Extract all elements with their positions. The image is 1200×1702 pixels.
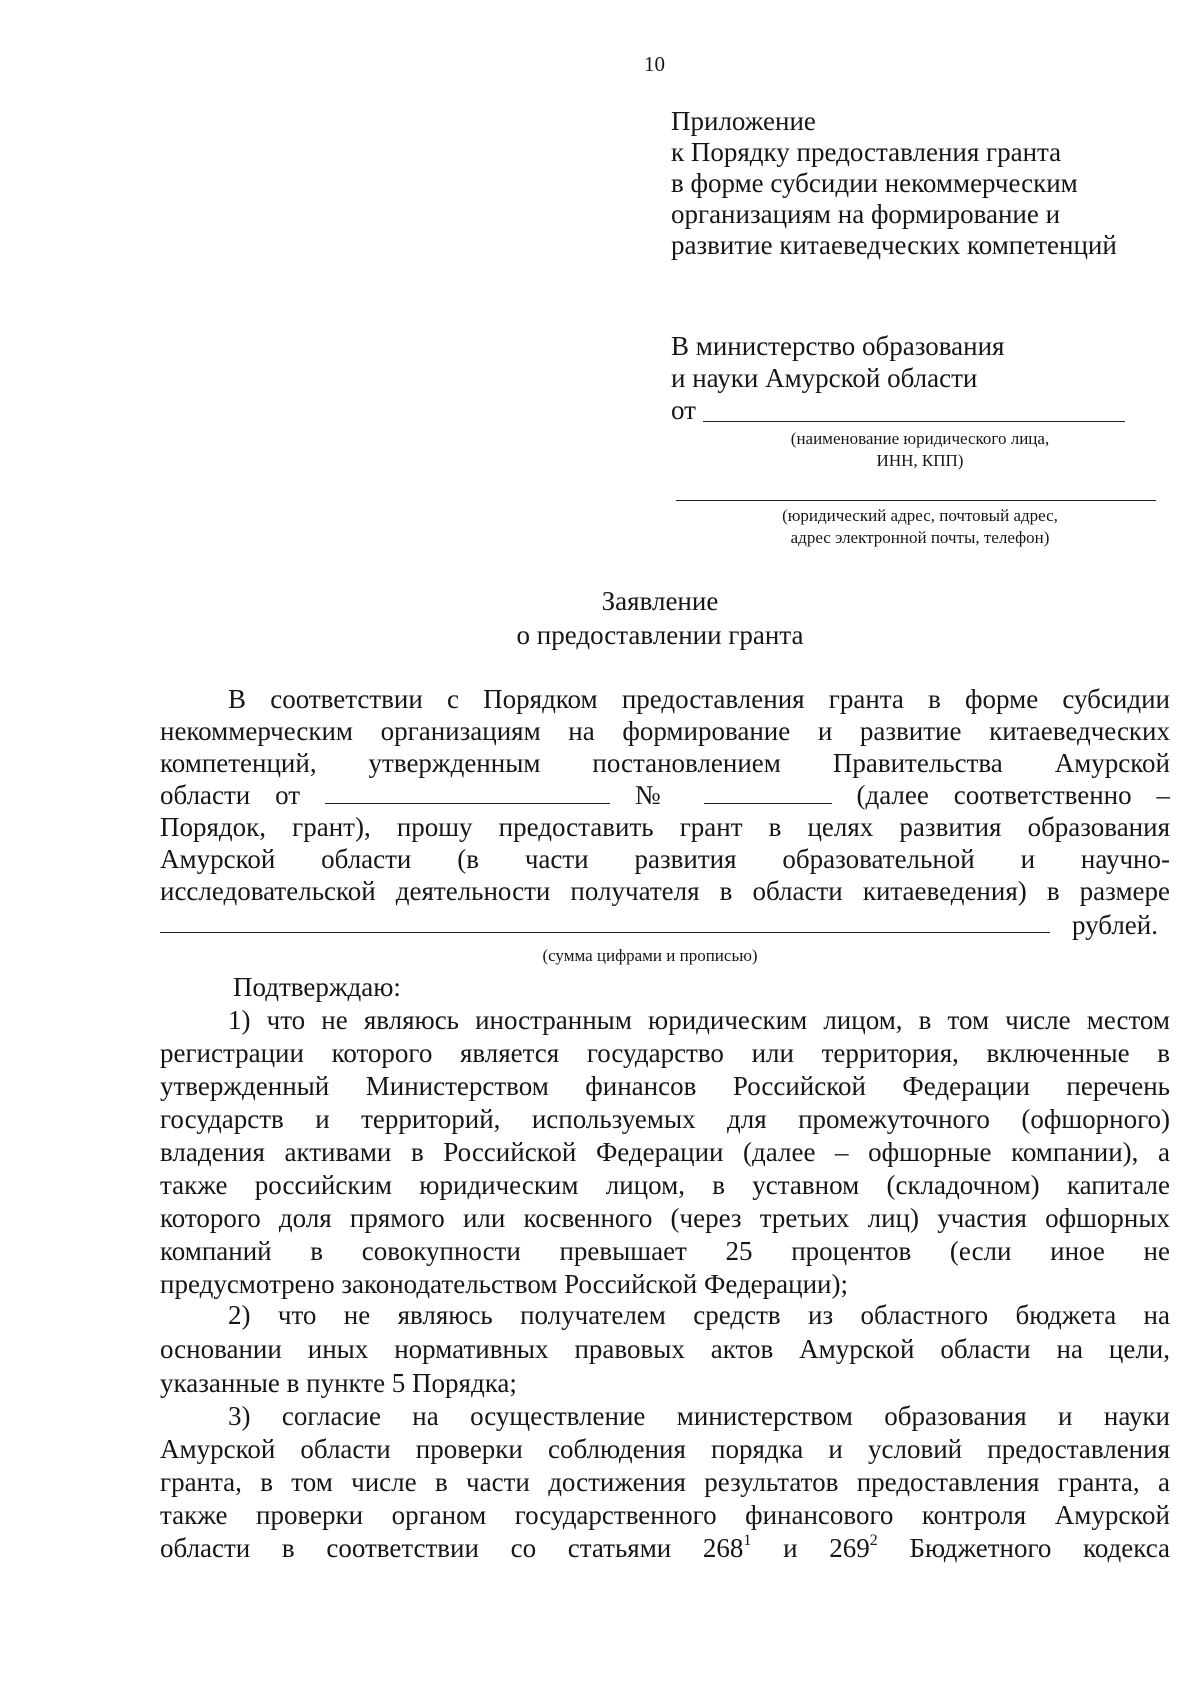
applicant-address-field[interactable] bbox=[676, 500, 1156, 501]
articles-text: области в соответствии со статьями bbox=[160, 1533, 672, 1563]
applicant-address-hint bbox=[730, 505, 1110, 549]
article-superscript: 2 bbox=[869, 1532, 878, 1549]
applicant-name-field[interactable] bbox=[703, 421, 1125, 422]
paragraph-line: предусмотрено законодательством Российской Федерации); bbox=[160, 1269, 848, 1299]
addressee-line: и науки Амурской области bbox=[671, 363, 978, 393]
paragraph-line: исследовательской деятельности получателя в области китаеведения) в размере bbox=[160, 876, 1170, 906]
paragraph-line: также российским юридическим лицом, в уставном (складочном) капитале bbox=[160, 1170, 1170, 1200]
paragraph-line: Амурской области проверки соблюдения порядка и условий предоставления bbox=[160, 1434, 1170, 1464]
title-line: о предоставлении гранта bbox=[516, 620, 804, 650]
hint-line: (юридический адрес, почтовый адрес, bbox=[782, 506, 1058, 525]
document-title bbox=[460, 584, 860, 652]
main-paragraph bbox=[160, 683, 1170, 907]
confirmation-item-1 bbox=[160, 1004, 1170, 1301]
confirmation-item-3 bbox=[160, 1400, 1170, 1565]
paragraph-line: 2) что не являюсь получателем средств из областного бюджета на bbox=[228, 1300, 1170, 1330]
resolution-number-field[interactable] bbox=[704, 779, 832, 804]
paragraph-line: Амурской области (в части развития образовательной и научно- bbox=[160, 844, 1170, 874]
paragraph-line-with-fields bbox=[160, 779, 1170, 811]
page-number: 10 bbox=[644, 52, 665, 76]
appendix-line: в форме субсидии некоммерческим bbox=[671, 168, 1078, 198]
rubles-label: рублей. bbox=[1071, 910, 1158, 940]
paragraph-line: указанные в пункте 5 Порядка; bbox=[160, 1368, 517, 1398]
date-label: области от bbox=[160, 780, 301, 810]
hint-line: ИНН, КПП) bbox=[876, 451, 964, 470]
appendix-line: к Порядку предоставления гранта bbox=[671, 137, 1062, 167]
line-end-text: (далее соответственно – bbox=[856, 780, 1170, 810]
grant-sum-field[interactable] bbox=[160, 932, 1050, 933]
appendix-line: организациям на формирование и bbox=[671, 199, 1061, 229]
confirmation-item-2 bbox=[160, 1298, 1170, 1400]
paragraph-line: государств и территорий, используемых для промежуточного (офшорного) bbox=[160, 1104, 1170, 1134]
hint-line: адрес электронной почты, телефон) bbox=[790, 528, 1050, 547]
article-superscript: 1 bbox=[743, 1532, 752, 1549]
paragraph-line: утвержденный Министерством финансов Российской Федерации перечень bbox=[160, 1071, 1170, 1101]
paragraph-line-articles bbox=[160, 1532, 1170, 1565]
from-label: от bbox=[671, 395, 696, 425]
number-sign: № bbox=[634, 780, 679, 810]
article-number: 268 bbox=[702, 1533, 744, 1563]
paragraph-line: 3) согласие на осуществление министерством образования и науки bbox=[228, 1401, 1170, 1431]
paragraph-line: владения активами в Российской Федерации (далее – офшорные компании), а bbox=[160, 1137, 1170, 1167]
grant-sum-row bbox=[160, 908, 1170, 942]
conjunction: и bbox=[783, 1533, 798, 1563]
appendix-header bbox=[671, 106, 1171, 261]
grant-sum-hint: (сумма цифрами и прописью) bbox=[542, 946, 758, 965]
paragraph-line: основании иных нормативных правовых актов Амурской области на цели, bbox=[160, 1334, 1170, 1364]
addressee-block bbox=[671, 330, 1171, 426]
article-number: 269 bbox=[829, 1533, 870, 1563]
code-name: Бюджетного кодекса bbox=[909, 1533, 1171, 1563]
confirmation-heading: Подтверждаю: bbox=[233, 972, 401, 1002]
hint-line: (наименование юридического лица, bbox=[790, 429, 1050, 448]
appendix-line: Приложение bbox=[671, 106, 816, 136]
paragraph-line: регистрации которого является государство или территория, включенные в bbox=[160, 1038, 1170, 1068]
addressee-line: В министерство образования bbox=[671, 331, 1005, 361]
paragraph-line: которого доля прямого или косвенного (через третьих лиц) участия офшорных bbox=[160, 1203, 1170, 1233]
resolution-date-field[interactable] bbox=[325, 779, 610, 804]
paragraph-line: гранта, в том числе в части достижения результатов предоставления гранта, а bbox=[160, 1467, 1170, 1497]
paragraph-line: 1) что не являюсь иностранным юридическим лицом, в том числе местом bbox=[228, 1005, 1170, 1035]
title-line: Заявление bbox=[601, 586, 719, 616]
paragraph-line: компаний в совокупности превышает 25 процентов (если иное не bbox=[160, 1236, 1170, 1266]
paragraph-line: компетенций, утвержденным постановлением Правительства Амурской bbox=[160, 748, 1170, 778]
from-row bbox=[671, 394, 1171, 426]
paragraph-line: некоммерческим организациям на формирование и развитие китаеведческих bbox=[160, 716, 1170, 746]
appendix-line: развитие китаеведческих компетенций bbox=[671, 230, 1117, 260]
paragraph-line: также проверки органом государственного финансового контроля Амурской bbox=[160, 1500, 1170, 1530]
paragraph-line: Порядок, грант), прошу предоставить грант в целях развития образования bbox=[160, 812, 1170, 842]
applicant-name-hint bbox=[740, 428, 1100, 472]
paragraph-line: В соответствии с Порядком предоставления гранта в форме субсидии bbox=[228, 684, 1170, 714]
